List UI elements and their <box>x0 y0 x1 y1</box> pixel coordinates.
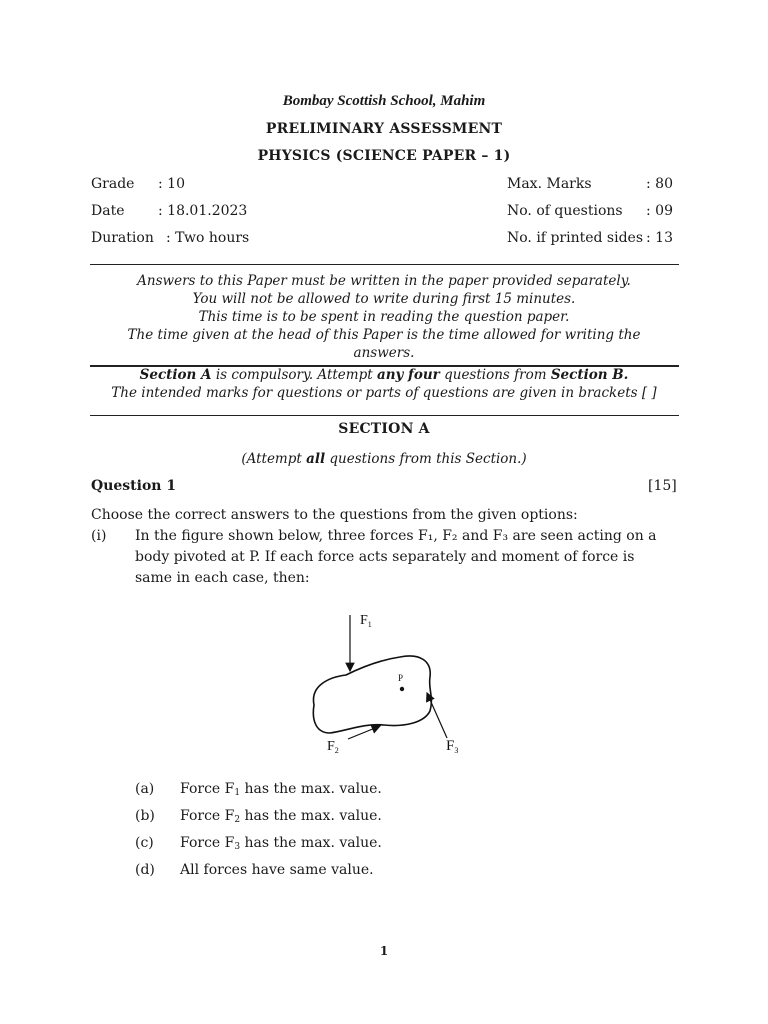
section-instruction-post: questions from this Section.) <box>325 451 527 467</box>
option-c: Force $F_3$ has the max. value. <box>180 835 382 852</box>
printed-sides-value: : 13 <box>646 230 673 246</box>
school-name: Bombay Scottish School, Mahim <box>282 93 486 109</box>
question-label: Question 1 <box>91 478 177 494</box>
section-a-emphasis: Section A <box>139 367 212 383</box>
f2-label: $F_2$ <box>327 739 339 755</box>
instruction-line: answers. <box>353 345 415 361</box>
marks-note: The intended marks for questions or parts of questions are given in brackets [ ] <box>111 385 657 401</box>
pivot-point <box>400 687 404 691</box>
section-heading: SECTION A <box>338 421 430 437</box>
instruction-line: Answers to this Paper must be written in the paper provided separately. <box>137 273 631 289</box>
paper-title: PHYSICS (SCIENCE PAPER – 1) <box>257 148 511 164</box>
printed-sides-label: No. if printed sides <box>507 230 644 246</box>
assessment-title: PRELIMINARY ASSESSMENT <box>265 121 503 137</box>
f1-label: $F_1$ <box>360 613 372 629</box>
option-b: Force $F_2$ has the max. value. <box>180 808 382 825</box>
any-four-emphasis: any four <box>376 367 440 383</box>
option-key: (c) <box>135 835 154 851</box>
force-diagram <box>300 605 480 765</box>
question-marks: [15] <box>648 478 677 494</box>
option-key: (a) <box>135 781 155 797</box>
questions-value: : 09 <box>646 203 673 219</box>
grade-label: Grade <box>91 176 135 192</box>
divider <box>90 415 679 416</box>
max-marks-label: Max. Marks <box>507 176 592 192</box>
part-text-line: body pivoted at P. If each force acts separately and moment of force is <box>135 549 635 565</box>
page-number: 1 <box>379 944 389 958</box>
questions-label: No. of questions <box>507 203 623 219</box>
section-note-text: questions from <box>439 367 551 383</box>
section-note <box>0 366 768 384</box>
instruction-line: The time given at the head of this Paper is the time allowed for writing the <box>127 327 641 343</box>
section-instruction-bold: all <box>306 451 326 467</box>
part-text-line: In the figure shown below, three forces F₁, F₂ and F₃ are seen acting on a <box>135 528 657 544</box>
option-a: Force $F_1$ has the max. value. <box>180 781 382 798</box>
duration-label: Duration <box>91 230 154 246</box>
section-instruction <box>0 450 768 468</box>
section-instruction-pre: (Attempt <box>241 451 307 467</box>
p-label: P <box>398 673 404 683</box>
part-text-line: same in each case, then: <box>135 570 310 586</box>
date-value: : 18.01.2023 <box>158 203 248 219</box>
instruction-line: This time is to be spent in reading the question paper. <box>198 309 570 325</box>
duration-value: : Two hours <box>166 230 250 246</box>
divider <box>90 264 679 265</box>
choose-instruction: Choose the correct answers to the questions from the given options: <box>91 507 578 523</box>
f3-label: $F_3$ <box>446 738 459 755</box>
body-outline <box>313 656 431 733</box>
date-label: Date <box>91 203 125 219</box>
grade-value: : 10 <box>158 176 185 192</box>
section-note-text: is compulsory. Attempt <box>211 367 377 383</box>
instruction-line: You will not be allowed to write during first 15 minutes. <box>192 291 576 307</box>
force-f3-arrow <box>427 693 447 738</box>
option-key: (d) <box>135 862 155 878</box>
section-b-emphasis: Section B. <box>550 367 629 383</box>
max-marks-value: : 80 <box>646 176 673 192</box>
option-d: All forces have same value. <box>180 862 374 878</box>
option-key: (b) <box>135 808 155 824</box>
part-number: (i) <box>91 528 107 544</box>
